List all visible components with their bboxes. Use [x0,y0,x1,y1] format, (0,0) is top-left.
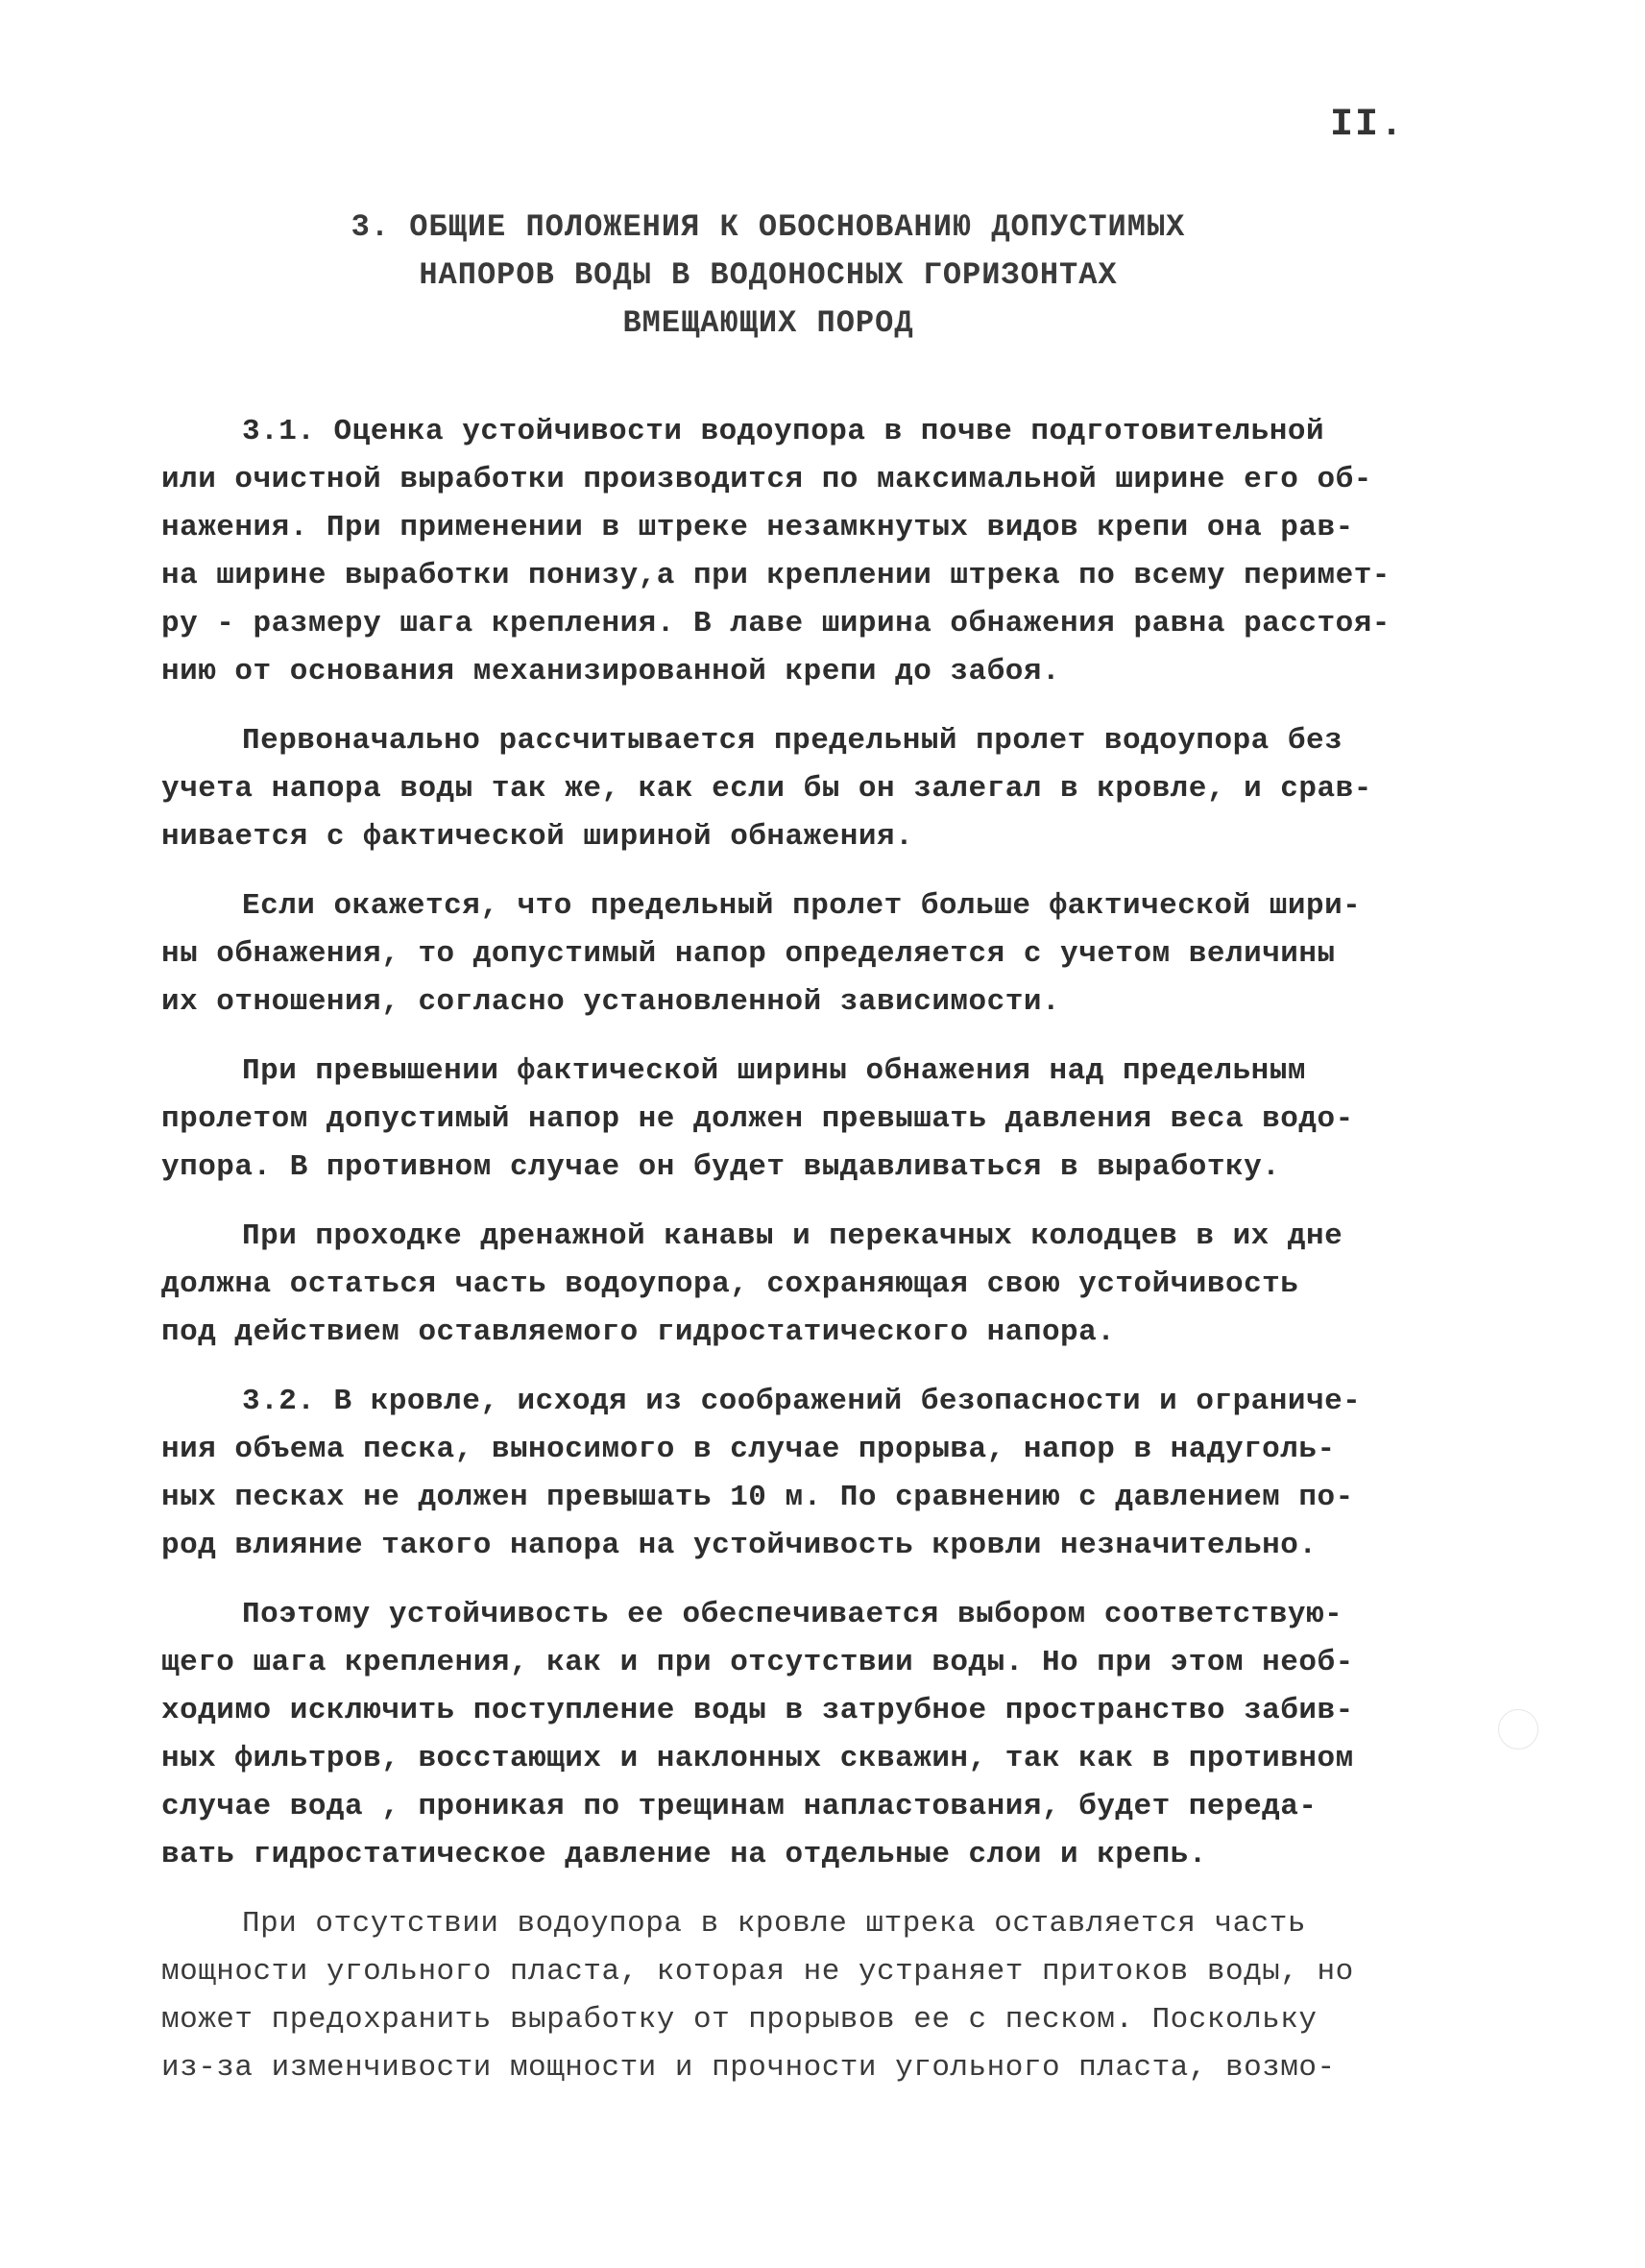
text-line: щего шага крепления, как и при отсутствии воды. Но при этом необ- [161,1646,1354,1679]
paragraph [161,1378,1460,1570]
text-line: ния объема песка, выносимого в случае прорыва, напор в надуголь- [161,1433,1336,1466]
text-line: их отношения, согласно установленной зависимости. [161,985,1061,1019]
paragraph [161,1213,1460,1357]
heading-line: НАПОРОВ ВОДЫ В ВОДОНОСНЫХ ГОРИЗОНТАХ [419,257,1118,293]
text-line: ных фильтров, восстающих и наклонных скважин, так как в противном [161,1742,1354,1775]
text-line: ны обнажения, то допустимый напор определяется с учетом величины [161,937,1336,971]
text-line: ходимо исключить поступление воды в затрубное пространство забив- [161,1694,1354,1727]
section-heading [288,204,1248,348]
text-line: учета напора воды так же, как если бы он залегал в кровле, и срав- [161,772,1372,806]
heading-line: ВМЕЩАЮЩИХ ПОРОД [622,305,914,341]
paragraph [161,882,1460,1026]
text-line: При проходке дренажной канавы и перекачных колодцев в их дне [242,1219,1343,1253]
heading-line: 3. ОБЩИЕ ПОЛОЖЕНИЯ К ОБОСНОВАНИЮ ДОПУСТИМЫХ [351,209,1186,245]
text-line: мощности угольного пласта, которая не устраняет притоков воды, но [161,1955,1354,1989]
paragraph [161,408,1460,696]
text-line: нию от основания механизированной крепи до забоя. [161,655,1061,688]
text-line: может предохранить выработку от прорывов ее с песком. Поскольку [161,2003,1318,2037]
text-line: пролетом допустимый напор не должен превышать давления веса водо- [161,1102,1354,1136]
text-line: вать гидростатическое давление на отдельные слои и крепь. [161,1838,1207,1871]
body-text [161,408,1460,2113]
paragraph [161,717,1460,861]
text-line: ру - размеру шага крепления. В лаве ширина обнажения равна расстоя- [161,607,1391,640]
paper-mark [1498,1709,1538,1749]
text-line: род влияние такого напора на устойчивость кровли незначительно. [161,1529,1318,1562]
text-line: на ширине выработки понизу,а при креплении штрека по всему перимет- [161,559,1391,592]
text-line: случае вода , проникая по трещинам напластования, будет переда- [161,1790,1318,1823]
text-line: нажения. При применении в штреке незамкнутых видов крепи она рав- [161,511,1354,544]
paragraph [161,1900,1460,2092]
text-line: должна остаться часть водоупора, сохраняющая свою устойчивость [161,1267,1299,1301]
text-line: Если окажется, что предельный пролет больше фактической шири- [242,889,1362,923]
text-line: Первоначально рассчитывается предельный пролет водоупора без [242,724,1343,758]
text-line: Поэтому устойчивость ее обеспечивается выбором соответствую- [242,1598,1343,1631]
text-line: 3.1. Оценка устойчивости водоупора в почве подготовительной [242,415,1325,448]
text-line: из-за изменчивости мощности и прочности угольного пласта, возмо- [161,2051,1336,2085]
paragraph [161,1591,1460,1879]
text-line: нивается с фактической шириной обнажения. [161,820,914,854]
text-line: под действием оставляемого гидростатического напора. [161,1315,1116,1349]
text-line: При отсутствии водоупора в кровле штрека оставляется часть [242,1907,1306,1941]
text-line: или очистной выработки производится по максимальной ширине его об- [161,463,1372,496]
text-line: упора. В противном случае он будет выдавливаться в выработку. [161,1150,1281,1184]
text-line: ных песках не должен превышать 10 м. По сравнению с давлением по- [161,1481,1354,1514]
page-number: II. [1330,104,1406,147]
paragraph [161,1048,1460,1192]
text-line: При превышении фактической ширины обнажения над предельным [242,1054,1306,1088]
text-line: 3.2. В кровле, исходя из соображений безопасности и ограниче- [242,1385,1362,1418]
